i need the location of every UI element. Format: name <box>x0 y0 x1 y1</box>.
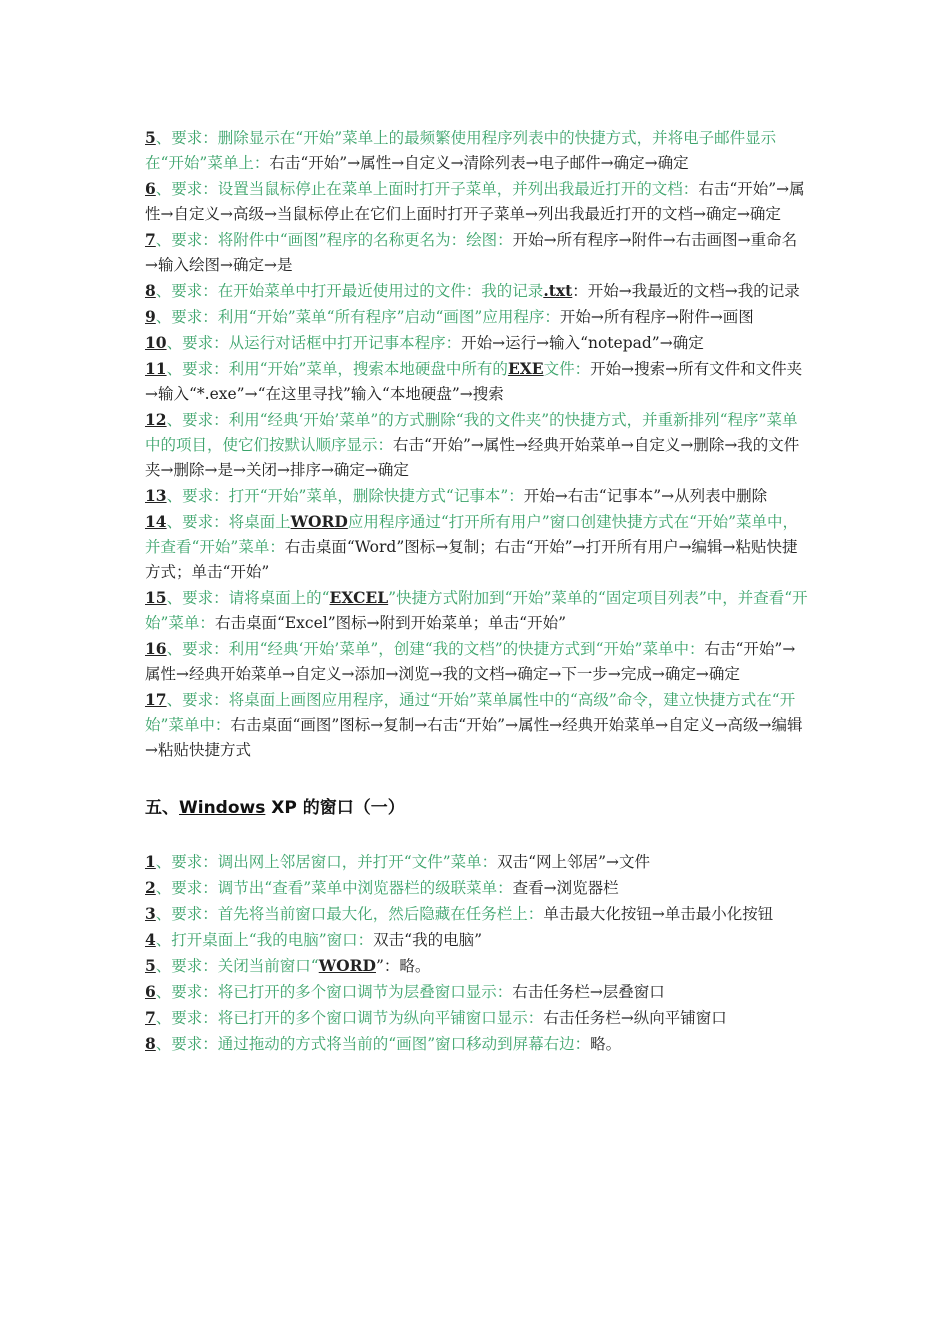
list-item <box>145 509 810 585</box>
item-number: 9 <box>145 307 156 326</box>
requirement-text: 、要求：利用“经典‘开始’菜单”的方式删除“我的文件夹”的快捷方式，并重新排列“程序”菜单中的项目，使它们按默认顺序显示： <box>145 411 798 454</box>
answer-text: 右击“开始”→属性→自定义→高级→当鼠标停止在它们上面时打开子菜单→列出我最近打开的文档→确定→确定 <box>145 180 805 223</box>
list-item <box>145 125 810 176</box>
list-item <box>145 687 810 763</box>
list-item <box>145 483 810 509</box>
list-item <box>145 1031 810 1057</box>
requirement-text: 、要求：从运行对话框中打开记事本程序： <box>166 334 462 352</box>
item-number: 2 <box>145 878 156 897</box>
requirement-text-tail: ： <box>572 282 588 300</box>
section-title-underlined: Windows <box>179 798 266 818</box>
requirement-text-tail: 文件： <box>543 360 591 378</box>
requirement-text: 、要求：将已打开的多个窗口调节为层叠窗口显示： <box>155 983 513 1001</box>
requirement-text: 、要求：利用“经典‘开始’菜单”，创建“我的文档”的快捷方式到“开始”菜单中： <box>166 640 705 658</box>
answer-text: 开始→运行→输入“notepad”→确定 <box>461 334 704 352</box>
list-item <box>145 979 810 1005</box>
item-number: 13 <box>145 486 167 505</box>
item-number: 8 <box>145 281 156 300</box>
answer-text: 右击“开始”→属性→经典开始菜单→自定义→删除→我的文件夹→删除→是→关闭→排序→确定→确定 <box>145 436 800 479</box>
requirement-text: 、要求：请将桌面上的“ <box>166 589 330 607</box>
requirement-text-tail: ”： <box>375 957 400 975</box>
list-item <box>145 227 810 278</box>
list-item <box>145 304 810 330</box>
list-item <box>145 585 810 636</box>
list-item <box>145 875 810 901</box>
item-number: 6 <box>145 179 156 198</box>
requirement-text: 、要求：将已打开的多个窗口调节为纵向平铺窗口显示： <box>155 1009 544 1027</box>
item-number: 8 <box>145 1034 156 1053</box>
answer-text: 开始→所有程序→附件→画图 <box>559 308 754 326</box>
requirement-text: 、要求：将附件中“画图”程序的名称更名为：绘图： <box>155 231 513 249</box>
item-number: 14 <box>145 512 167 531</box>
list-item <box>145 278 810 304</box>
item-number: 7 <box>145 230 156 249</box>
list-item <box>145 1005 810 1031</box>
requirement-text: 、要求：利用“开始”菜单“所有程序”启动“画图”应用程序： <box>155 308 560 326</box>
requirement-text: 、要求：首先将当前窗口最大化，然后隐藏在任务栏上： <box>155 905 544 923</box>
requirement-text: 、要求：调节出“查看”菜单中浏览器栏的级联菜单： <box>155 879 513 897</box>
item-number: 1 <box>145 852 156 871</box>
list-item <box>145 953 810 979</box>
item-number: 15 <box>145 588 167 607</box>
keyword: EXCEL <box>329 588 389 607</box>
answer-text: 右击桌面“Word”图标→复制；右击“开始”→打开所有用户→编辑→粘贴快捷方式；单击“开始” <box>145 538 798 581</box>
item-number: 5 <box>145 128 156 147</box>
answer-text: 略。 <box>590 1035 622 1053</box>
list-item <box>145 901 810 927</box>
requirement-text: 、要求：打开“开始”菜单，删除快捷方式“记事本”： <box>166 487 524 505</box>
section-heading <box>145 796 810 820</box>
list-item <box>145 927 810 953</box>
answer-text: 右击任务栏→层叠窗口 <box>512 983 665 1001</box>
list-item <box>145 407 810 483</box>
item-number: 11 <box>145 359 167 378</box>
answer-text: 双击“我的电脑” <box>373 931 483 949</box>
document-page <box>145 125 810 1057</box>
answer-text: 单击最大化按钮→单击最小化按钮 <box>543 905 774 923</box>
item-number: 6 <box>145 982 156 1001</box>
item-number: 17 <box>145 690 167 709</box>
keyword: .txt <box>543 281 573 300</box>
requirement-text: 、要求：删除显示在“开始”菜单上的最频繁使用程序列表中的快捷方式，并将电子邮件显示在“开始”菜单上： <box>145 129 777 172</box>
section-title-suffix: XP 的窗口（一） <box>265 798 405 818</box>
list-item <box>145 330 810 356</box>
requirement-text: 、要求：设置当鼠标停止在菜单上面时打开子菜单，并列出我最近打开的文档： <box>155 180 699 198</box>
list-item <box>145 849 810 875</box>
answer-text: 右击任务栏→纵向平铺窗口 <box>543 1009 727 1027</box>
requirement-text: 、要求：利用“开始”菜单，搜索本地硬盘中所有的 <box>166 360 508 378</box>
answer-text: 双击“网上邻居”→文件 <box>497 853 650 871</box>
item-number: 5 <box>145 956 156 975</box>
item-number: 7 <box>145 1008 156 1027</box>
answer-text: 开始→我最近的文档→我的记录 <box>587 282 800 300</box>
list-item <box>145 176 810 227</box>
requirement-text: 、要求：将桌面上 <box>166 513 291 531</box>
requirement-text: 、要求：关闭当前窗口“ <box>155 957 319 975</box>
item-number: 12 <box>145 410 167 429</box>
list-item <box>145 636 810 687</box>
item-number: 16 <box>145 639 167 658</box>
answer-text: 右击“开始”→属性→自定义→清除列表→电子邮件→确定→确定 <box>269 154 689 172</box>
answer-text: 右击桌面“Excel”图标→附到开始菜单；单击“开始” <box>214 614 566 632</box>
answer-text: 查看→浏览器栏 <box>512 879 619 897</box>
answer-text: 开始→所有程序→附件→右击画图→重命名→输入绘图→确定→是 <box>145 231 798 274</box>
answer-text: 略。 <box>399 957 431 975</box>
item-number: 3 <box>145 904 156 923</box>
answer-text: 右击桌面“画图”图标→复制→右击“开始”→属性→经典开始菜单→自定义→高级→编辑→粘贴快捷方式 <box>145 716 803 759</box>
keyword: WORD <box>290 512 348 531</box>
list-item <box>145 356 810 407</box>
requirement-text: 、要求：调出网上邻居窗口，并打开“文件”菜单： <box>155 853 498 871</box>
requirement-text-tail: 应用程序通过“打开所有用户”窗口创建快捷方式在“开始”菜单中，并查看“开始”菜单： <box>145 513 799 556</box>
item-number: 10 <box>145 333 167 352</box>
answer-text: 开始→右击“记事本”→从列表中删除 <box>523 487 768 505</box>
answer-text: 右击“开始”→属性→经典开始菜单→自定义→添加→浏览→我的文档→确定→下一步→完成→确定→确定 <box>145 640 796 683</box>
keyword: EXE <box>507 359 544 378</box>
requirement-text-tail: ”快捷方式附加到“开始”菜单的“固定项目列表”中，并查看“开始”菜单： <box>145 589 808 632</box>
requirement-text: 、要求：在开始菜单中打开最近使用过的文件：我的记录 <box>155 282 544 300</box>
keyword: WORD <box>318 956 376 975</box>
requirement-text: 、打开桌面上“我的电脑”窗口： <box>155 931 374 949</box>
answer-text: 开始→搜索→所有文件和文件夹→输入“*.exe”→“在这里寻找”输入“本地硬盘”→搜索 <box>145 360 803 403</box>
item-number: 4 <box>145 930 156 949</box>
section-prefix: 五、 <box>145 798 179 818</box>
requirement-text: 、要求：通过拖动的方式将当前的“画图”窗口移动到屏幕右边： <box>155 1035 591 1053</box>
requirement-text: 、要求：将桌面上画图应用程序，通过“开始”菜单属性中的“高级”命令，建立快捷方式在“开始”菜单中： <box>145 691 796 734</box>
